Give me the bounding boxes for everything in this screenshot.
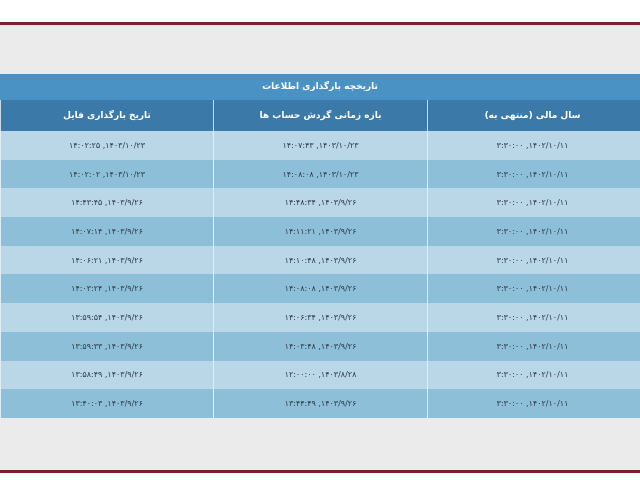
- cell-upload-date: ۱۴۰۳/۱۰/۲۳, ۱۴:۰۲:۰۲: [0, 160, 213, 189]
- table-row: [0, 361, 640, 390]
- cell-upload-date: ۱۴۰۳/۹/۲۶, ۱۳:۵۹:۳۳: [0, 332, 213, 361]
- cell-fiscal-year: ۱۴۰۲/۱۰/۱۱, ۳:۳۰:۰۰: [427, 361, 637, 390]
- cell-turnover-period: ۱۴۰۳/۱۰/۲۳, ۱۴:۰۷:۴۳: [213, 131, 427, 160]
- cell-fiscal-year: ۱۴۰۲/۱۰/۱۱, ۳:۳۰:۰۰: [427, 332, 637, 361]
- table-row: [0, 246, 640, 275]
- table-row: [0, 160, 640, 189]
- upload-history-table: [0, 74, 640, 414]
- cell-fiscal-year: ۱۴۰۲/۱۰/۱۱, ۳:۳۰:۰۰: [427, 246, 637, 275]
- table-row: [0, 303, 640, 332]
- table-body: [0, 131, 640, 418]
- bottom-border: [0, 470, 640, 473]
- cell-fiscal-year: ۱۴۰۲/۱۰/۱۱, ۳:۳۰:۰۰: [427, 217, 637, 246]
- cell-upload-date: ۱۴۰۳/۹/۲۶, ۱۳:۴۰:۰۳: [0, 389, 213, 418]
- cell-turnover-period: ۱۴۰۳/۸/۲۸, ۱۲:۰۰:۰۰: [213, 361, 427, 390]
- table-row: [0, 332, 640, 361]
- cell-turnover-period: ۱۴۰۳/۹/۲۶, ۱۴:۰۸:۰۸: [213, 274, 427, 303]
- cell-fiscal-year: ۱۴۰۲/۱۰/۱۱, ۳:۳۰:۰۰: [427, 188, 637, 217]
- table-header-row: [0, 100, 640, 131]
- cell-turnover-period: ۱۴۰۳/۹/۲۶, ۱۴:۰۳:۴۸: [213, 332, 427, 361]
- cell-upload-date: ۱۴۰۳/۹/۲۶, ۱۳:۵۸:۴۹: [0, 361, 213, 390]
- cell-turnover-period: ۱۴۰۳/۹/۲۶, ۱۴:۱۰:۴۸: [213, 246, 427, 275]
- cell-turnover-period: ۱۴۰۳/۹/۲۶, ۱۴:۰۶:۳۴: [213, 303, 427, 332]
- cell-turnover-period: ۱۴۰۳/۹/۲۶, ۱۳:۴۴:۴۹: [213, 389, 427, 418]
- cell-upload-date: ۱۴۰۳/۹/۲۶, ۱۴:۴۳:۴۵: [0, 188, 213, 217]
- table-row: [0, 389, 640, 418]
- column-header-upload-date[interactable]: تاریخ بارگذاری فایل: [0, 100, 213, 131]
- cell-fiscal-year: ۱۴۰۲/۱۰/۱۱, ۳:۳۰:۰۰: [427, 274, 637, 303]
- cell-upload-date: ۱۴۰۳/۹/۲۶, ۱۴:۰۳:۲۴: [0, 274, 213, 303]
- column-header-turnover-period[interactable]: بازه زمانی گردش حساب ها: [213, 100, 427, 131]
- table-row: [0, 131, 640, 160]
- cell-fiscal-year: ۱۴۰۲/۱۰/۱۱, ۳:۳۰:۰۰: [427, 160, 637, 189]
- cell-turnover-period: ۱۴۰۳/۹/۲۶, ۱۴:۱۱:۲۱: [213, 217, 427, 246]
- table-row: [0, 274, 640, 303]
- cell-turnover-period: ۱۴۰۳/۹/۲۶, ۱۴:۴۸:۳۴: [213, 188, 427, 217]
- cell-upload-date: ۱۴۰۳/۹/۲۶, ۱۴:۰۶:۲۱: [0, 246, 213, 275]
- table-title: تاریخچه بارگذاری اطلاعات: [0, 74, 640, 100]
- cell-fiscal-year: ۱۴۰۲/۱۰/۱۱, ۳:۳۰:۰۰: [427, 389, 637, 418]
- cell-fiscal-year: ۱۴۰۲/۱۰/۱۱, ۳:۳۰:۰۰: [427, 303, 637, 332]
- table-row: [0, 188, 640, 217]
- table-row: [0, 217, 640, 246]
- cell-upload-date: ۱۴۰۳/۹/۲۶, ۱۳:۵۹:۵۴: [0, 303, 213, 332]
- cell-turnover-period: ۱۴۰۳/۱۰/۲۳, ۱۴:۰۸:۰۸: [213, 160, 427, 189]
- column-header-fiscal-year[interactable]: سال مالی (منتهی به): [427, 100, 637, 131]
- cell-upload-date: ۱۴۰۳/۹/۲۶, ۱۴:۰۷:۱۴: [0, 217, 213, 246]
- cell-upload-date: ۱۴۰۳/۱۰/۲۳, ۱۴:۰۲:۲۵: [0, 131, 213, 160]
- cell-fiscal-year: ۱۴۰۲/۱۰/۱۱, ۳:۳۰:۰۰: [427, 131, 637, 160]
